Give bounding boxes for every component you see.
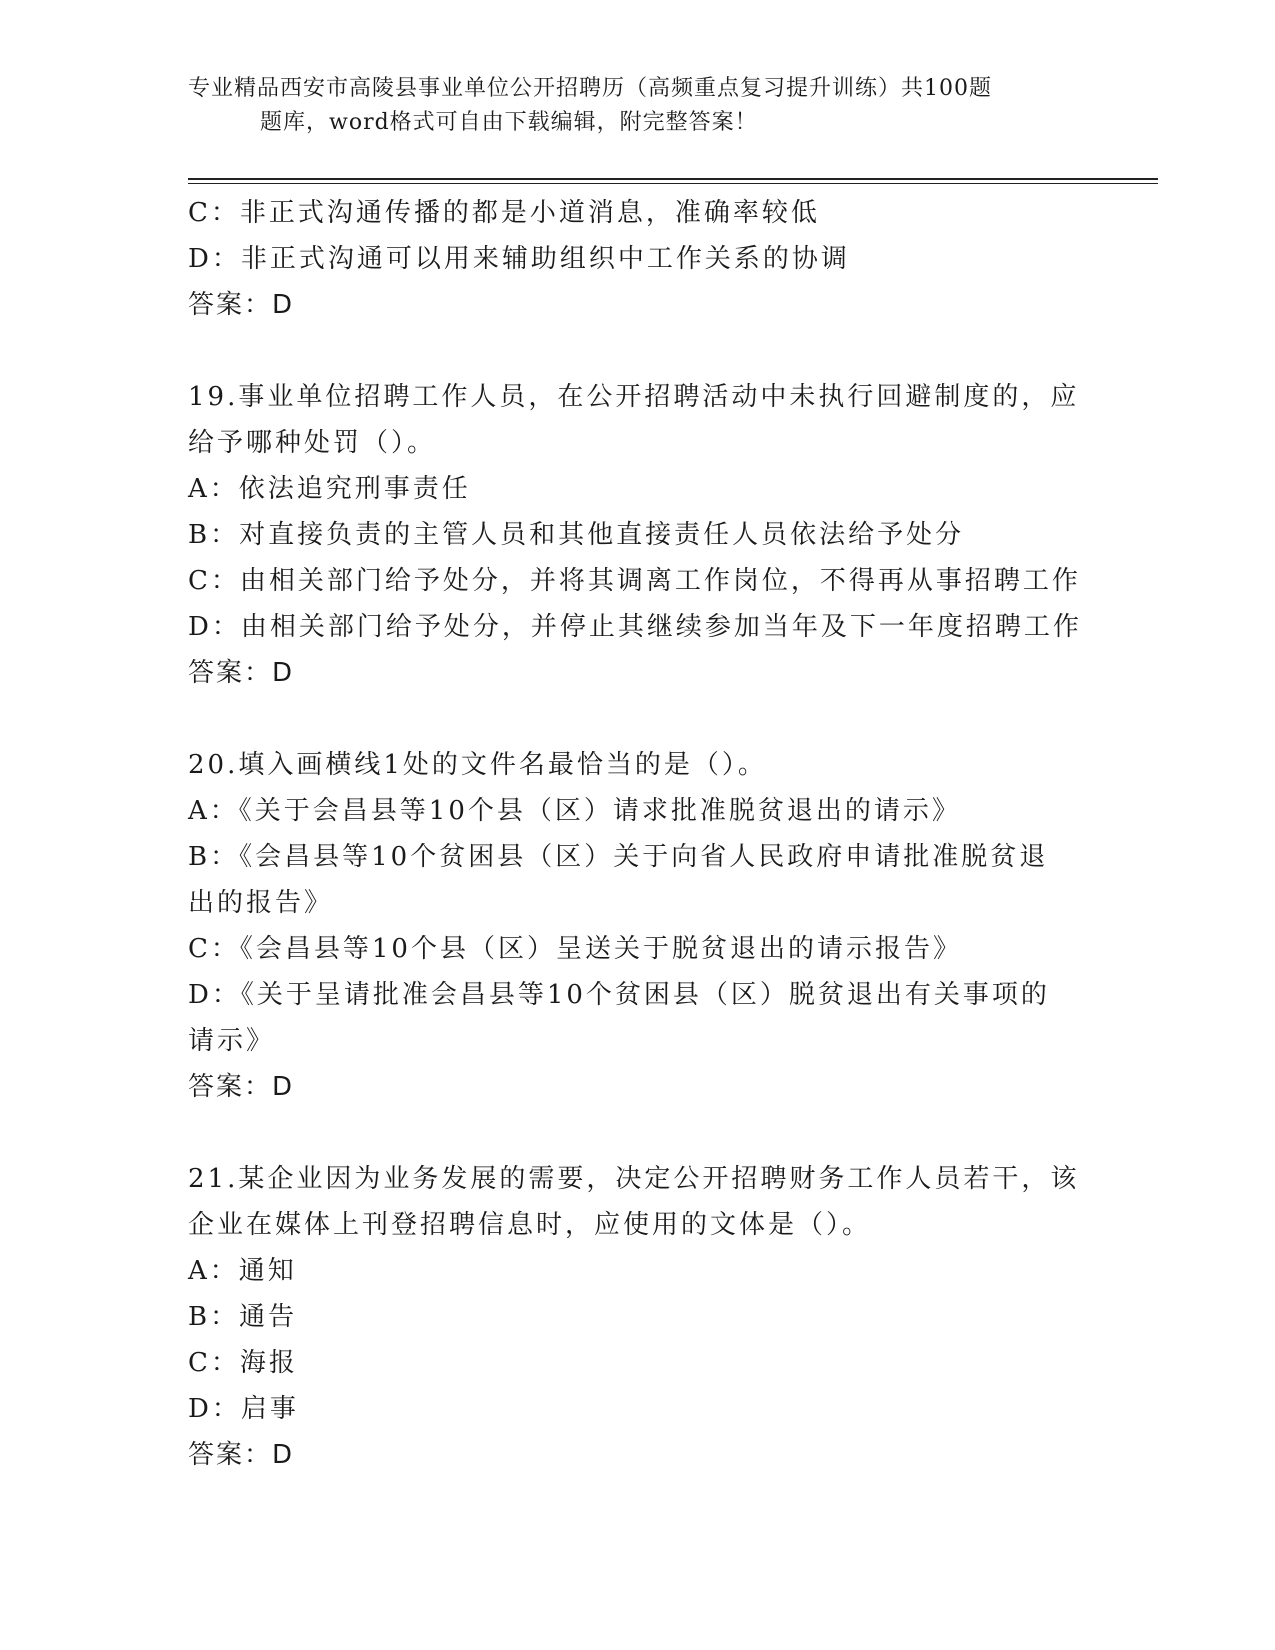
spacer (188, 1110, 1088, 1156)
q20-option-c: C：《会昌县等10个县（区）呈送关于脱贫退出的请示报告》 (188, 934, 962, 964)
q20-option-d-line2: 请示》 (188, 1026, 276, 1056)
q19-stem-line2: 给予哪种处罚（）。 (188, 428, 437, 458)
q21-option-b: B：通告 (188, 1302, 298, 1332)
q20-answer: 答案：D (188, 1072, 295, 1102)
question-20 (188, 742, 1088, 1110)
spacer (188, 696, 1088, 742)
q21-option-c: C：海报 (188, 1348, 298, 1378)
document-header (188, 72, 1068, 140)
q18-answer: 答案：D (188, 290, 295, 320)
q20-option-d-line1: D：《关于呈请批准会昌县等10个贫困县（区）脱贫退出有关事项的 (188, 980, 1050, 1010)
q20-option-b-line1: B：《会昌县等10个贫困县（区）关于向省人民政府申请批准脱贫退 (188, 842, 1049, 872)
question-19 (188, 374, 1088, 696)
q19-answer: 答案：D (188, 658, 295, 688)
q20-option-a: A：《关于会昌县等10个县（区）请求批准脱贫退出的请示》 (188, 796, 961, 826)
q20-stem: 20.填入画横线1处的文件名最恰当的是（）。 (188, 750, 767, 780)
q18-option-d: D：非正式沟通可以用来辅助组织中工作关系的协调 (188, 244, 850, 274)
q19-option-d: D：由相关部门给予处分，并停止其继续参加当年及下一年度招聘工作 (188, 612, 1082, 642)
header-title-line1: 专业精品西安市高陵县事业单位公开招聘历（高频重点复习提升训练）共100题 (188, 76, 992, 101)
q19-option-c: C：由相关部门给予处分，并将其调离工作岗位，不得再从事招聘工作 (188, 566, 1081, 596)
q21-stem-line2: 企业在媒体上刊登招聘信息时，应使用的文体是（）。 (188, 1210, 872, 1240)
question-18-tail (188, 190, 1088, 328)
q21-stem-line1: 21.某企业因为业务发展的需要，决定公开招聘财务工作人员若干，该 (188, 1164, 1080, 1194)
header-divider-thin (188, 183, 1158, 184)
q19-stem-line1: 19.事业单位招聘工作人员，在公开招聘活动中未执行回避制度的，应 (188, 382, 1080, 412)
q21-option-a: A：通知 (188, 1256, 297, 1286)
question-21 (188, 1156, 1088, 1478)
q21-answer: 答案：D (188, 1440, 295, 1470)
q21-option-d: D：启事 (188, 1394, 299, 1424)
q18-option-c: C：非正式沟通传播的都是小道消息，准确率较低 (188, 198, 820, 228)
spacer (188, 328, 1088, 374)
q19-option-a: A：依法追究刑事责任 (188, 474, 471, 504)
q20-option-b-line2: 出的报告》 (188, 888, 334, 918)
q19-option-b: B：对直接负责的主管人员和其他直接责任人员依法给予处分 (188, 520, 965, 550)
question-content (188, 190, 1088, 1478)
header-divider-thick (188, 178, 1158, 180)
header-title-line2: 题库，word格式可自由下载编辑，附完整答案！ (260, 110, 758, 135)
